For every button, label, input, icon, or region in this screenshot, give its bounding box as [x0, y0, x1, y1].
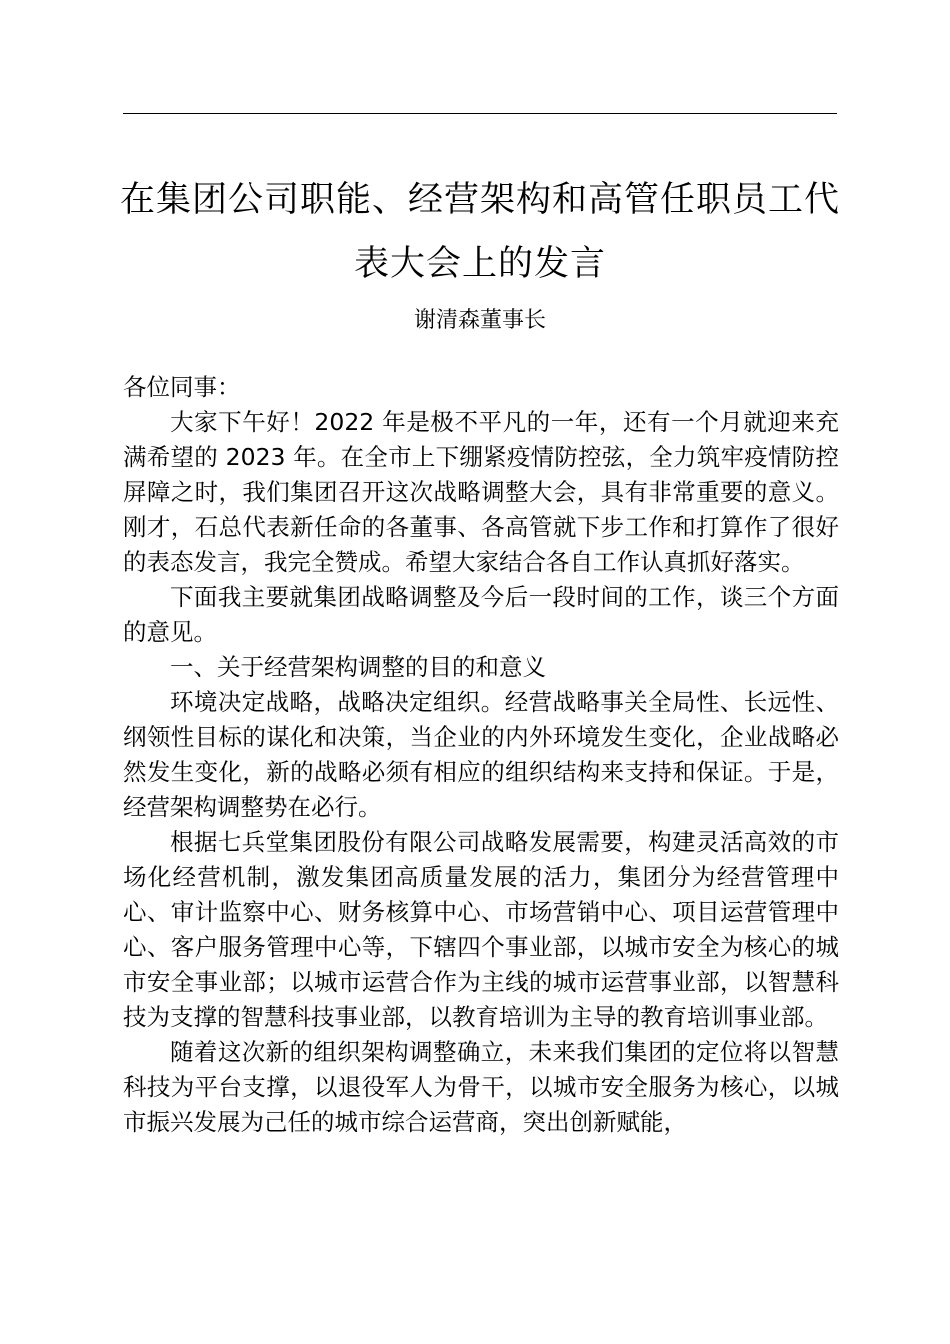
section-heading: 一、关于经营架构调整的目的和意义	[170, 653, 546, 681]
document-body	[123, 370, 839, 1140]
author-line: 谢清森董事长	[413, 308, 546, 333]
header-rule	[123, 113, 837, 114]
title-line-1: 在集团公司职能、经营架构和高管任职员工代	[119, 180, 840, 220]
paragraph: 大家下午好！2022 年是极不平凡的一年，还有一个月就迎来充满希望的 2023 年。在全市上下绷紧疫情防控弦，全力筑牢疫情防控屏障之时，我们集团召开这次战略调整大会，具有非常重要的意义。刚才，石总代表新任命的各董事、各高管就下步工作和打算作了很好的表态发言，我完全赞成。希望大家结合各自工作认真抓好落实。	[123, 408, 839, 576]
page-title	[110, 168, 850, 296]
paragraph: 根据七兵堂集团股份有限公司战略发展需要，构建灵活高效的市场化经营机制，激发集团高质量发展的活力，集团分为经营管理中心、审计监察中心、财务核算中心、市场营销中心、项目运营管理中心、客户服务管理中心等，下辖四个事业部，以城市安全为核心的城市安全事业部；以城市运营合作为主线的城市运营事业部，以智慧科技为支撑的智慧科技事业部，以教育培训为主导的教育培训事业部。	[123, 828, 839, 1031]
paragraph: 下面我主要就集团战略调整及今后一段时间的工作，谈三个方面的意见。	[123, 583, 839, 646]
title-line-2: 表大会上的发言	[353, 244, 606, 284]
paragraph: 随着这次新的组织架构调整确立，未来我们集团的定位将以智慧科技为平台支撑，以退役军人为骨干，以城市安全服务为核心，以城市振兴发展为己任的城市综合运营商，突出创新赋能，	[123, 1038, 839, 1136]
paragraph: 环境决定战略，战略决定组织。经营战略事关全局性、长远性、纲领性目标的谋化和决策，当企业的内外环境发生变化，企业战略必然发生变化，新的战略必须有相应的组织结构来支持和保证。于是，经营架构调整势在必行。	[123, 688, 839, 821]
salutation: 各位同事：	[123, 373, 241, 401]
